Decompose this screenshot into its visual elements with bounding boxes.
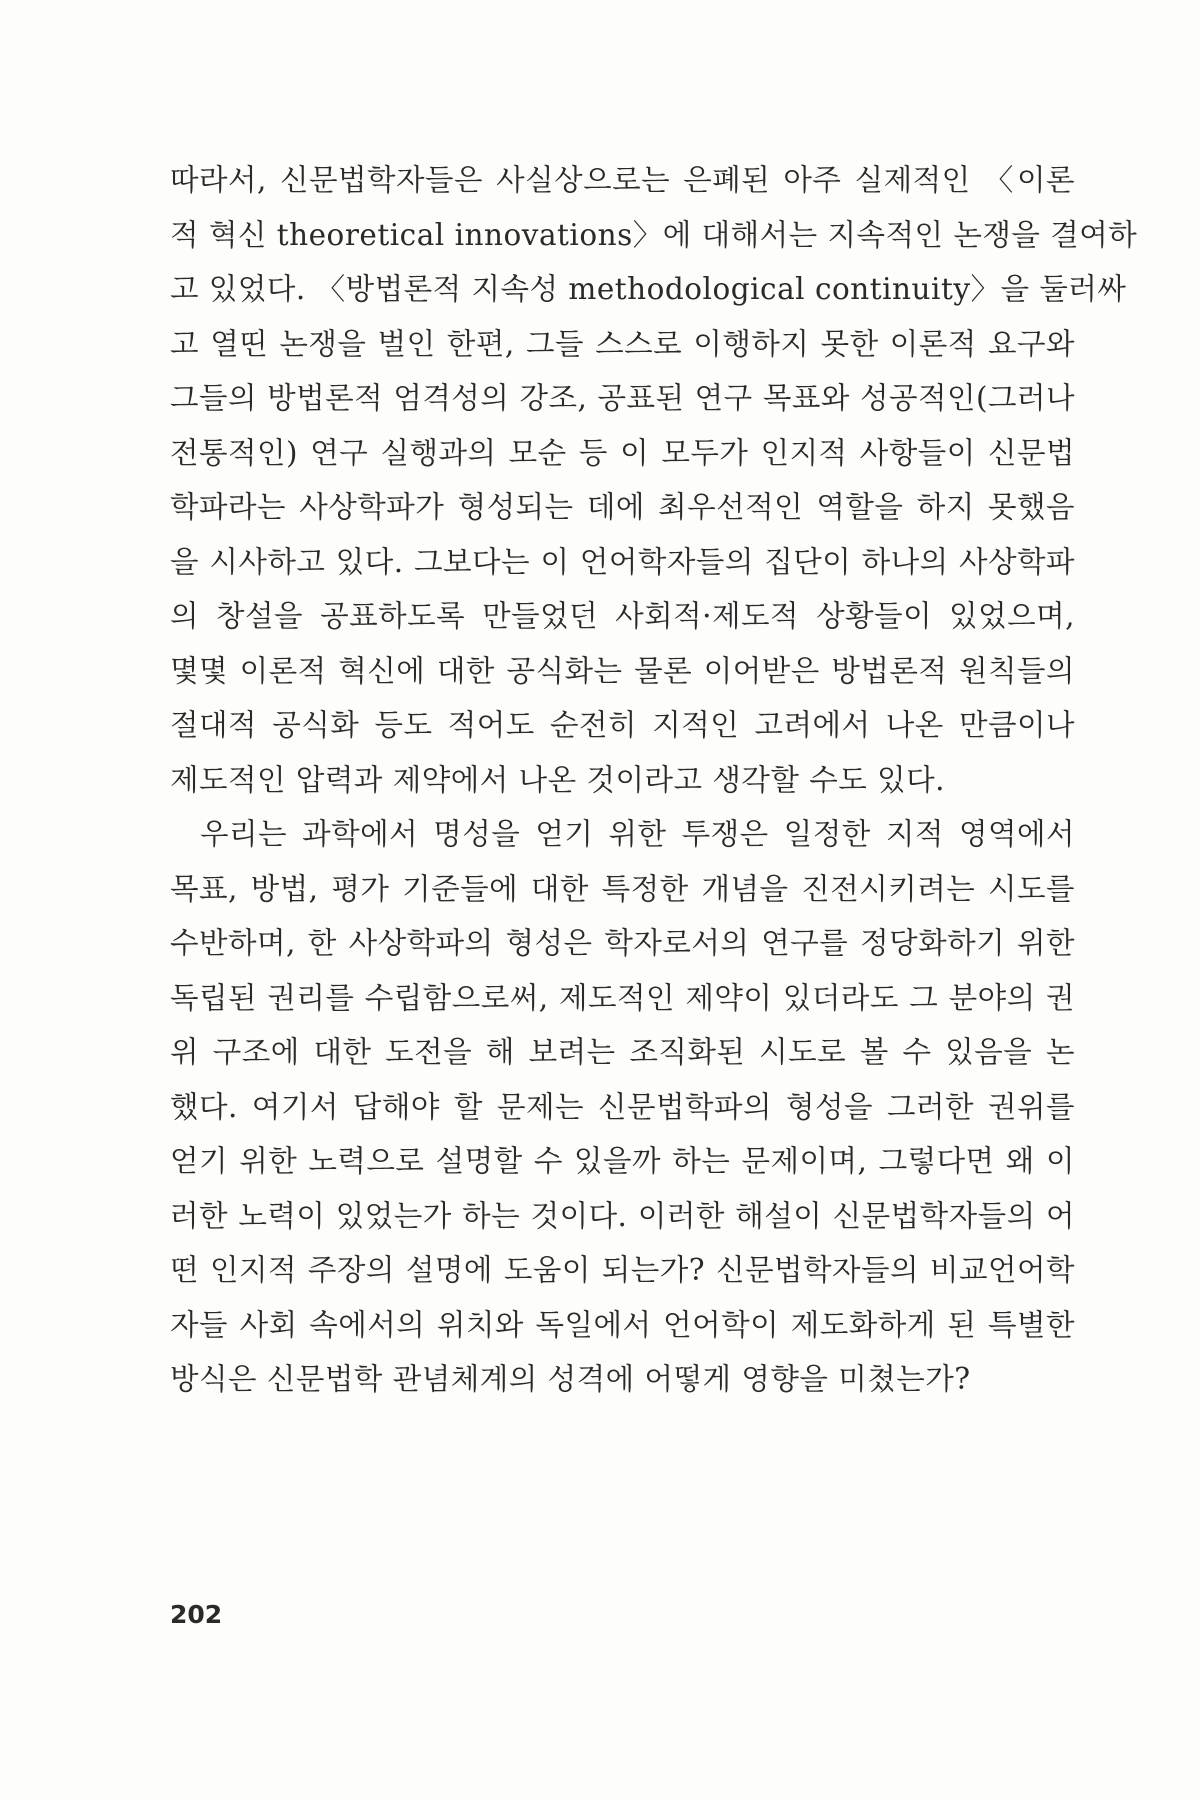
paragraph-1	[170, 153, 1138, 807]
text-line: 우리는 과학에서 명성을 얻기 위한 투쟁은 일정한 지적 영역에서	[200, 817, 1075, 851]
text-line: 학파라는 사상학파가 형성되는 데에 최우선적인 역할을 하지 못했음	[170, 490, 1075, 524]
text-line: 얻기 위한 노력으로 설명할 수 있을까 하는 문제이며, 그렇다면 왜 이	[170, 1144, 1075, 1178]
text-line: 전통적인) 연구 실행과의 모순 등 이 모두가 인지적 사항들이 신문법	[170, 435, 1075, 470]
text-line: 적 혁신 theoretical innovations〉에 대해서는 지속적인 논쟁을 결여하	[170, 217, 1138, 252]
text-line: 목표, 방법, 평가 기준들에 대한 특정한 개념을 진전시키려는 시도를	[170, 871, 1075, 906]
text-line: 의 창설을 공표하도록 만들었던 사회적·제도적 상황들이 있었으며,	[170, 599, 1075, 633]
text-line: 고 열띤 논쟁을 벌인 한편, 그들 스스로 이행하지 못한 이론적 요구와	[170, 326, 1075, 361]
text-line: 방식은 신문법학 관념체계의 성격에 어떻게 영향을 미쳤는가?	[170, 1362, 971, 1396]
text-line: 절대적 공식화 등도 적어도 순전히 지적인 고려에서 나온 만큼이나	[170, 708, 1075, 742]
text-line: 떤 인지적 주장의 설명에 도움이 되는가? 신문법학자들의 비교언어학	[170, 1253, 1075, 1287]
text-line: 제도적인 압력과 제약에서 나온 것이라고 생각할 수도 있다.	[170, 762, 945, 797]
text-line: 러한 노력이 있었는가 하는 것이다. 이러한 해설이 신문법학자들의 어	[170, 1198, 1075, 1233]
text-line: 했다. 여기서 답해야 할 문제는 신문법학파의 형성을 그러한 권위를	[170, 1089, 1075, 1124]
paragraph-2	[170, 807, 1075, 1407]
text-line: 수반하며, 한 사상학파의 형성은 학자로서의 연구를 정당화하기 위한	[170, 926, 1075, 960]
text-line: 따라서, 신문법학자들은 사실상으로는 은폐된 아주 실제적인 〈이론	[170, 163, 1075, 197]
text-line: 고 있었다. 〈방법론적 지속성 methodological continuity〉을 둘러싸	[170, 272, 1127, 306]
text-line: 자들 사회 속에서의 위치와 독일에서 언어학이 제도화하게 된 특별한	[170, 1307, 1075, 1342]
text-line: 몇몇 이론적 혁신에 대한 공식화는 물론 이어받은 방법론적 원칙들의	[170, 653, 1075, 688]
text-line: 독립된 권리를 수립함으로써, 제도적인 제약이 있더라도 그 분야의 권	[170, 980, 1075, 1015]
text-line: 위 구조에 대한 도전을 해 보려는 조직화된 시도로 볼 수 있음을 논	[170, 1035, 1075, 1069]
text-line: 그들의 방법론적 엄격성의 강조, 공표된 연구 목표와 성공적인(그러나	[170, 381, 1075, 415]
body-text	[170, 153, 1138, 1407]
text-line: 을 시사하고 있다. 그보다는 이 언어학자들의 집단이 하나의 사상학파	[170, 544, 1075, 579]
page-number: 202	[170, 1600, 223, 1629]
